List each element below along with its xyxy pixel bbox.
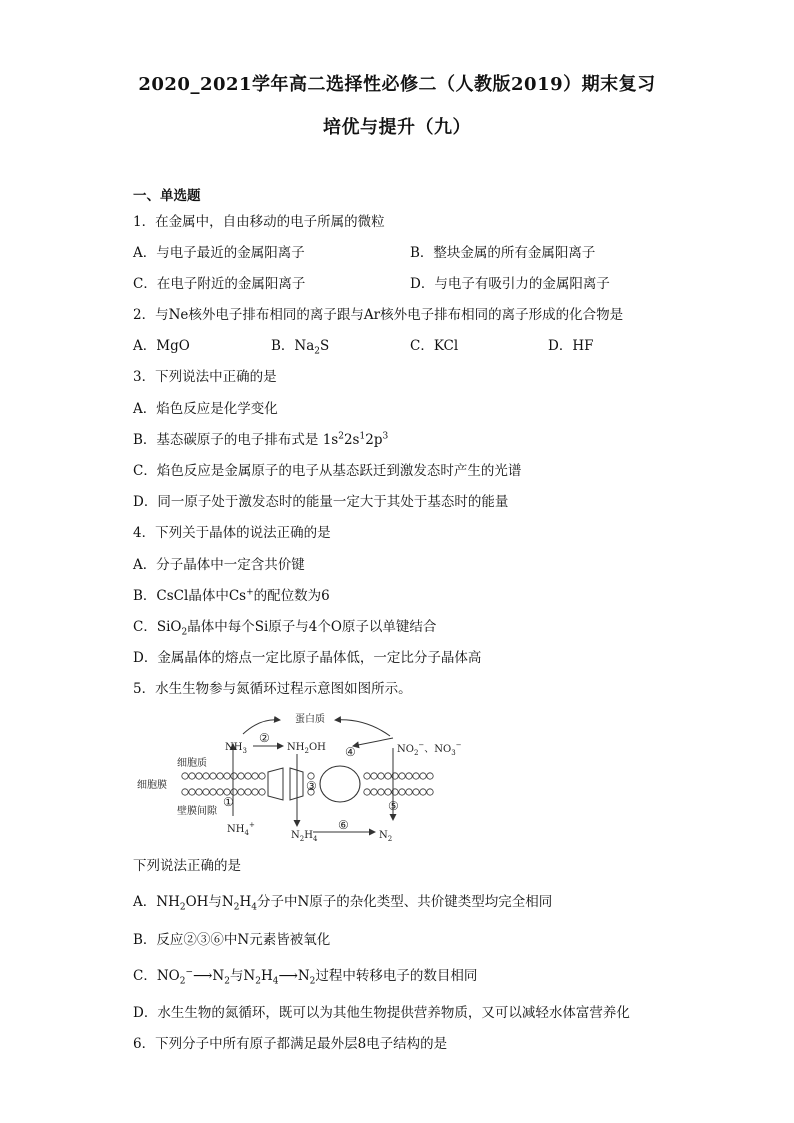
- title-line-2: 培优与提升（九）: [323, 117, 471, 138]
- q2-option-d: D．HF: [548, 338, 594, 354]
- label-periplasm: 壁膜间隙: [177, 806, 217, 817]
- membrane-bead: [203, 773, 209, 779]
- membrane-bead: [259, 789, 265, 795]
- membrane-bead: [245, 773, 251, 779]
- membrane-bead: [371, 773, 377, 779]
- membrane-bead: [413, 789, 419, 795]
- q4-option-c: C．SiO$_2$晶体中每个Si原子与4个O原子以单键结合: [133, 619, 437, 638]
- membrane-bead: [238, 789, 244, 795]
- membrane-bead: [378, 773, 384, 779]
- membrane-bead: [399, 789, 405, 795]
- label-n2h4: $N_2H_4$: [291, 830, 318, 843]
- membrane-bead: [210, 773, 216, 779]
- channel-protein-left: [268, 768, 283, 800]
- membrane-bead: [385, 789, 391, 795]
- transporter-sphere: [320, 766, 360, 802]
- label-nh4: $NH_4^+$: [227, 821, 255, 837]
- membrane-bead: [399, 773, 405, 779]
- q1-option-c: C．在电子附近的金属阳离子: [133, 276, 306, 292]
- q5-option-c: C．$NO_2^-⟶N_2$与$N_2H_4⟶N_2$过程中转移电子的数目相同: [133, 967, 478, 987]
- q1-option-b: B．整块金属的所有金属阳离子: [410, 245, 596, 261]
- label-n2: $N_2$: [379, 830, 393, 843]
- membrane-bead: [364, 773, 370, 779]
- q5-stem: 5．水生生物参与氮循环过程示意图如图所示。: [133, 681, 412, 697]
- circle-num-5: ⑤: [388, 799, 399, 813]
- q4-option-b: B．CsCl晶体中Cs+的配位数为6: [133, 587, 330, 604]
- membrane-bead: [420, 773, 426, 779]
- membrane-bead: [385, 773, 391, 779]
- membrane-bead: [182, 773, 188, 779]
- arrow-4: [353, 738, 393, 746]
- membrane-bead: [203, 789, 209, 795]
- q3-option-d: D．同一原子处于激发态时的能量一定大于其处于基态时的能量: [133, 494, 509, 510]
- label-no2: $NO_2^-$、$NO_3^-$: [397, 741, 462, 757]
- section-heading: 一、单选题: [133, 188, 201, 204]
- q3-option-c: C．焰色反应是金属原子的电子从基态跃迁到激发态时产生的光谱: [133, 463, 522, 479]
- label-nh3: $NH_3$: [225, 742, 247, 755]
- arrow-protein-right: [335, 720, 390, 736]
- q2-stem: 2．与Ne核外电子排布相同的离子跟与Ar核外电子排布相同的离子形成的化合物是: [133, 307, 624, 323]
- membrane-bead: [420, 789, 426, 795]
- membrane-bead: [189, 789, 195, 795]
- q1-option-d: D．与电子有吸引力的金属阳离子: [410, 276, 610, 292]
- membrane-bead: [189, 773, 195, 779]
- membrane-bead: [231, 773, 237, 779]
- membrane-bead: [427, 789, 433, 795]
- circle-num-4: ④: [345, 745, 356, 759]
- circle-num-1: ①: [223, 795, 234, 809]
- membrane-bead: [371, 789, 377, 795]
- q5-option-d: D．水生生物的氮循环，既可以为其他生物提供营养物质，又可以减轻水体富营养化: [133, 1005, 630, 1021]
- q3-stem: 3．下列说法中正确的是: [133, 369, 277, 385]
- membrane-bead: [238, 773, 244, 779]
- q3-option-b: B．基态碳原子的电子排布式是 $1s^22s^12p^3$: [133, 431, 389, 448]
- q2-option-c: C．KCl: [410, 338, 459, 354]
- label-membrane: 细胞膜: [137, 780, 167, 791]
- q4-option-a: A．分子晶体中一定含共价键: [133, 557, 305, 573]
- membrane-bead: [245, 789, 251, 795]
- membrane-bead: [196, 773, 202, 779]
- membrane-bead: [413, 773, 419, 779]
- q6-stem: 6．下列分子中所有原子都满足最外层8电子结构的是: [133, 1036, 448, 1052]
- circle-num-2: ②: [259, 731, 270, 745]
- label-protein: 蛋白质: [295, 714, 325, 725]
- q5-after: 下列说法正确的是: [133, 858, 241, 874]
- q4-option-d: D．金属晶体的熔点一定比原子晶体低，一定比分子晶体高: [133, 650, 482, 666]
- label-nh2oh: $NH_2OH$: [287, 742, 326, 755]
- q4-stem: 4．下列关于晶体的说法正确的是: [133, 525, 331, 541]
- circle-num-6: ⑥: [338, 818, 349, 832]
- label-cytoplasm: 细胞质: [177, 758, 207, 769]
- q3-option-a: A．焰色反应是化学变化: [133, 401, 278, 417]
- membrane-bead: [378, 789, 384, 795]
- membrane-bead: [182, 789, 188, 795]
- title-line-1: 2020_2021学年高二选择性必修二（人教版2019）期末复习: [138, 74, 656, 95]
- q1-option-a: A．与电子最近的金属阳离子: [133, 245, 305, 261]
- membrane-bead: [406, 789, 412, 795]
- q2-option-a: A．MgO: [133, 338, 190, 354]
- membrane-bead: [217, 773, 223, 779]
- membrane-bead: [259, 773, 265, 779]
- q2-option-b: B．$Na_2S$: [271, 338, 330, 357]
- circle-num-3: ③: [306, 779, 317, 793]
- membrane-bead: [224, 773, 230, 779]
- q5-option-b: B．反应②③⑥中N元素皆被氧化: [133, 932, 331, 948]
- q1-stem: 1．在金属中，自由移动的电子所属的微粒: [133, 214, 385, 230]
- membrane-bead: [406, 773, 412, 779]
- membrane-bead: [364, 789, 370, 795]
- membrane-bead: [252, 773, 258, 779]
- membrane-bead: [427, 773, 433, 779]
- membrane-bead: [210, 789, 216, 795]
- membrane-bead: [252, 789, 258, 795]
- nitrogen-cycle-diagram: [135, 708, 462, 843]
- q5-option-a: A．$NH_2OH$与$N_2H_4$分子中N原子的杂化类型、共价键类型均完全相同: [133, 894, 553, 913]
- membrane-bead: [196, 789, 202, 795]
